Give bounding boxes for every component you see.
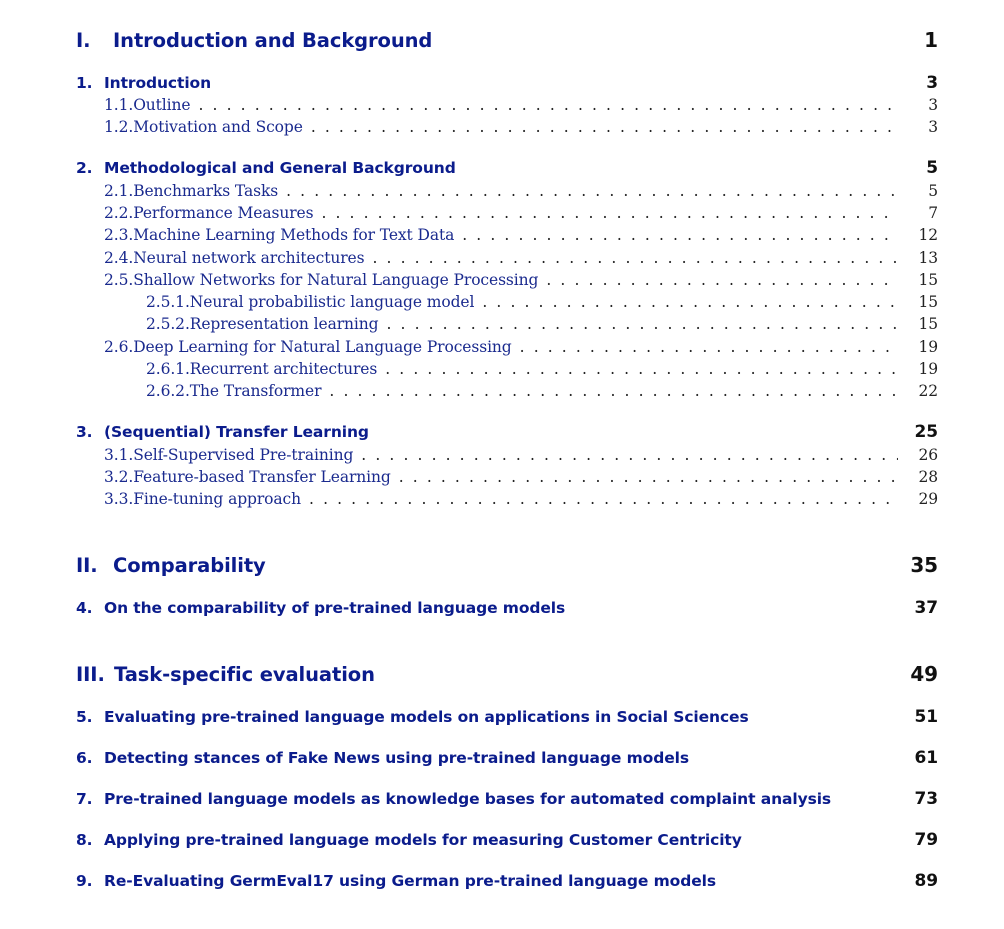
chapter-number: 9.	[76, 872, 93, 890]
section-number: 2.4.	[104, 249, 134, 267]
part-number: II.	[76, 554, 98, 577]
part-page: 35	[910, 553, 938, 577]
subsection-title: Neural probabilistic language model	[189, 293, 475, 311]
dot-leader	[546, 271, 898, 289]
section-number: 2.5.	[104, 271, 134, 289]
toc-chapter-4[interactable]	[76, 598, 938, 618]
chapter-page: 51	[914, 707, 938, 727]
chapter-title: Evaluating pre-trained language models on applications in Social Sciences	[104, 708, 749, 726]
toc-section-1-2[interactable]	[104, 118, 938, 136]
toc-chapter-7[interactable]	[76, 789, 938, 809]
toc-section-2-1[interactable]	[104, 182, 938, 200]
chapter-page: 79	[914, 830, 938, 850]
toc-part-3[interactable]	[76, 662, 938, 686]
part-number: III.	[76, 663, 105, 686]
toc-section-1-1[interactable]	[104, 96, 938, 114]
toc-chapter-3[interactable]	[76, 422, 938, 442]
toc-section-3-3[interactable]	[104, 490, 938, 508]
subsection-number: 2.6.1.	[146, 360, 190, 378]
section-page: 7	[928, 204, 938, 222]
part-page: 49	[910, 662, 938, 686]
toc-subsection-2-6-2[interactable]	[146, 382, 938, 400]
section-number: 2.3.	[104, 226, 134, 244]
toc-chapter-8[interactable]	[76, 830, 938, 850]
dot-leader	[385, 360, 898, 378]
chapter-title: Applying pre-trained language models for measuring Customer Centricity	[104, 831, 742, 849]
toc-subsection-2-5-2[interactable]	[146, 315, 938, 333]
dot-leader	[520, 338, 898, 356]
toc-section-3-2[interactable]	[104, 468, 938, 486]
part-title: Comparability	[113, 554, 266, 577]
chapter-number: 6.	[76, 749, 93, 767]
section-page: 19	[918, 338, 938, 356]
chapter-title: Introduction	[104, 74, 212, 92]
dot-leader	[286, 182, 898, 200]
subsection-number: 2.6.2.	[146, 382, 190, 400]
dot-leader	[482, 293, 898, 311]
dot-leader	[361, 446, 898, 464]
chapter-title: Detecting stances of Fake News using pre-trained language models	[104, 749, 689, 767]
chapter-page: 3	[926, 73, 938, 93]
chapter-page: 89	[914, 871, 938, 891]
subsection-title: Recurrent architectures	[189, 360, 378, 378]
chapter-number: 7.	[76, 790, 93, 808]
dot-leader	[198, 96, 898, 114]
section-page: 3	[928, 96, 938, 114]
chapter-title: On the comparability of pre-trained language models	[104, 599, 566, 617]
subsection-page: 22	[918, 382, 938, 400]
subsection-number: 2.5.1.	[146, 293, 190, 311]
subsection-page: 15	[918, 315, 938, 333]
section-number: 2.1.	[104, 182, 134, 200]
section-title: Outline	[133, 96, 191, 114]
section-title: Machine Learning Methods for Text Data	[133, 226, 455, 244]
toc-chapter-6[interactable]	[76, 748, 938, 768]
section-page: 29	[918, 490, 938, 508]
toc-section-2-2[interactable]	[104, 204, 938, 222]
subsection-title: Representation learning	[189, 315, 379, 333]
toc-section-3-1[interactable]	[104, 446, 938, 464]
section-number: 1.1.	[104, 96, 134, 114]
part-title: Task-specific evaluation	[114, 663, 375, 686]
chapter-number: 3.	[76, 423, 93, 441]
chapter-page: 5	[926, 158, 938, 178]
chapter-title: Pre-trained language models as knowledge bases for automated complaint analysis	[104, 790, 832, 808]
section-number: 2.6.	[104, 338, 134, 356]
toc-chapter-2[interactable]	[76, 158, 938, 178]
toc-chapter-9[interactable]	[76, 871, 938, 891]
subsection-number: 2.5.2.	[146, 315, 190, 333]
toc-part-1[interactable]	[76, 28, 938, 52]
section-title: Performance Measures	[133, 204, 314, 222]
section-page: 26	[918, 446, 938, 464]
section-page: 12	[918, 226, 938, 244]
section-title: Shallow Networks for Natural Language Processing	[133, 271, 539, 289]
section-title: Self-Supervised Pre-training	[133, 446, 354, 464]
subsection-title: The Transformer	[189, 382, 322, 400]
toc-section-2-3[interactable]	[104, 226, 938, 244]
toc-chapter-5[interactable]	[76, 707, 938, 727]
dot-leader	[399, 468, 898, 486]
section-page: 15	[918, 271, 938, 289]
section-page: 3	[928, 118, 938, 136]
chapter-number: 1.	[76, 74, 93, 92]
chapter-title: Methodological and General Background	[104, 159, 456, 177]
section-title: Feature-based Transfer Learning	[133, 468, 391, 486]
chapter-number: 4.	[76, 599, 93, 617]
dot-leader	[386, 315, 898, 333]
section-page: 13	[918, 249, 938, 267]
part-number: I.	[76, 29, 91, 52]
toc-subsection-2-6-1[interactable]	[146, 360, 938, 378]
toc-section-2-5[interactable]	[104, 271, 938, 289]
section-title: Benchmarks Tasks	[133, 182, 279, 200]
part-page: 1	[924, 28, 938, 52]
chapter-title: (Sequential) Transfer Learning	[104, 423, 369, 441]
chapter-page: 61	[914, 748, 938, 768]
toc-subsection-2-5-1[interactable]	[146, 293, 938, 311]
toc-chapter-1[interactable]	[76, 73, 938, 93]
section-number: 3.2.	[104, 468, 134, 486]
section-number: 3.3.	[104, 490, 134, 508]
section-page: 5	[928, 182, 938, 200]
section-title: Motivation and Scope	[133, 118, 303, 136]
dot-leader	[311, 118, 898, 136]
chapter-number: 8.	[76, 831, 93, 849]
toc-section-2-6[interactable]	[104, 338, 938, 356]
toc-part-2[interactable]	[76, 553, 938, 577]
section-page: 28	[918, 468, 938, 486]
chapter-number: 5.	[76, 708, 93, 726]
section-title: Neural network architectures	[133, 249, 365, 267]
toc-section-2-4[interactable]	[104, 249, 938, 267]
section-number: 3.1.	[104, 446, 134, 464]
dot-leader	[462, 226, 898, 244]
section-number: 1.2.	[104, 118, 134, 136]
dot-leader	[309, 490, 898, 508]
dot-leader	[329, 382, 898, 400]
chapter-page: 25	[914, 422, 938, 442]
chapter-title: Re-Evaluating GermEval17 using German pre-trained language models	[104, 872, 716, 890]
chapter-page: 37	[914, 598, 938, 618]
dot-leader	[321, 204, 898, 222]
chapter-page: 73	[914, 789, 938, 809]
subsection-page: 19	[918, 360, 938, 378]
chapter-number: 2.	[76, 159, 93, 177]
dot-leader	[372, 249, 898, 267]
part-title: Introduction and Background	[113, 29, 433, 52]
subsection-page: 15	[918, 293, 938, 311]
section-number: 2.2.	[104, 204, 134, 222]
section-title: Fine-tuning approach	[133, 490, 302, 508]
section-title: Deep Learning for Natural Language Processing	[133, 338, 512, 356]
